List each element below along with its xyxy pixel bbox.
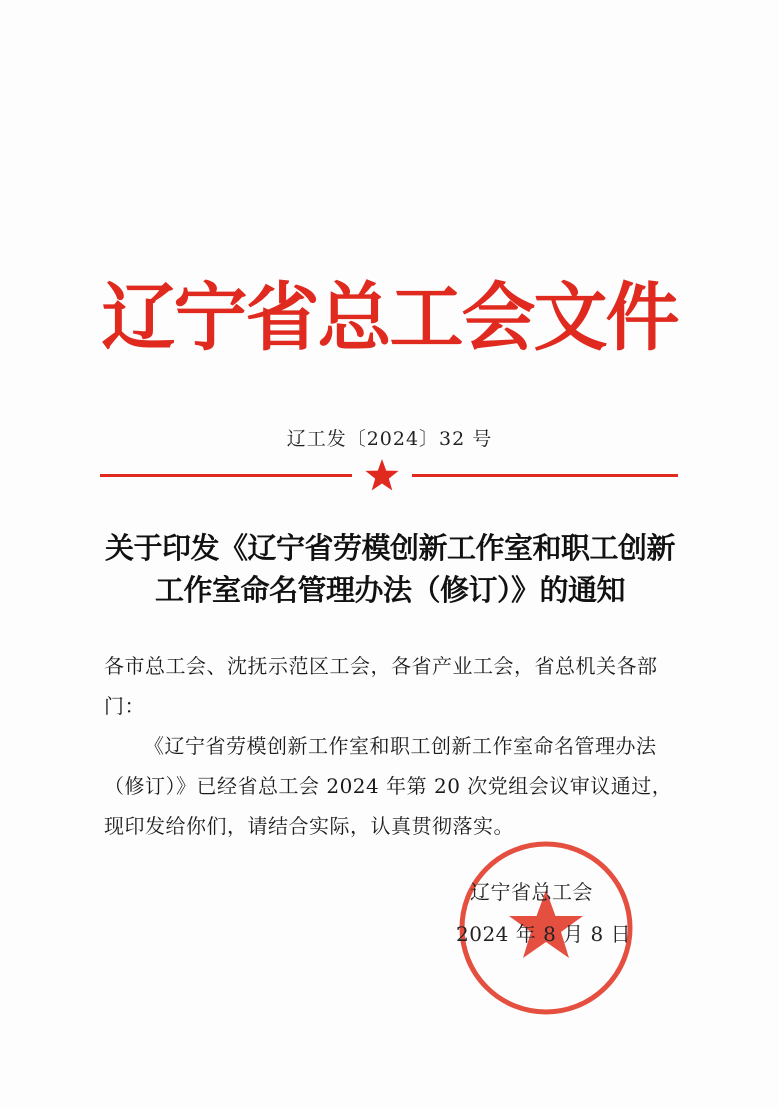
red-divider-left <box>100 474 352 477</box>
signature-organization: 辽宁省总工会 <box>470 880 593 904</box>
masthead-title: 辽宁省总工会文件 <box>101 275 678 361</box>
notice-title-line-1: 关于印发《辽宁省劳模创新工作室和职工创新 <box>104 531 675 565</box>
addressee: 各市总工会、沈抚示范区工会，各省产业工会，省总机关各部门： <box>104 654 658 718</box>
document-number: 辽工发〔2024〕32 号 <box>286 428 493 450</box>
red-divider-right <box>412 474 678 477</box>
notice-title-line-2: 工作室命名管理办法（修订）》的通知 <box>154 573 625 607</box>
red-star-icon <box>364 458 400 492</box>
body-paragraph: 《辽宁省劳模创新工作室和职工创新工作室命名管理办法（修订）》已经省总工会 2024 年第 20 次党组会议审议通过，现印发给你们，请结合实际，认真贯彻落实。 <box>104 734 673 838</box>
signature-date: 2024 年 8 月 8 日 <box>456 922 632 946</box>
